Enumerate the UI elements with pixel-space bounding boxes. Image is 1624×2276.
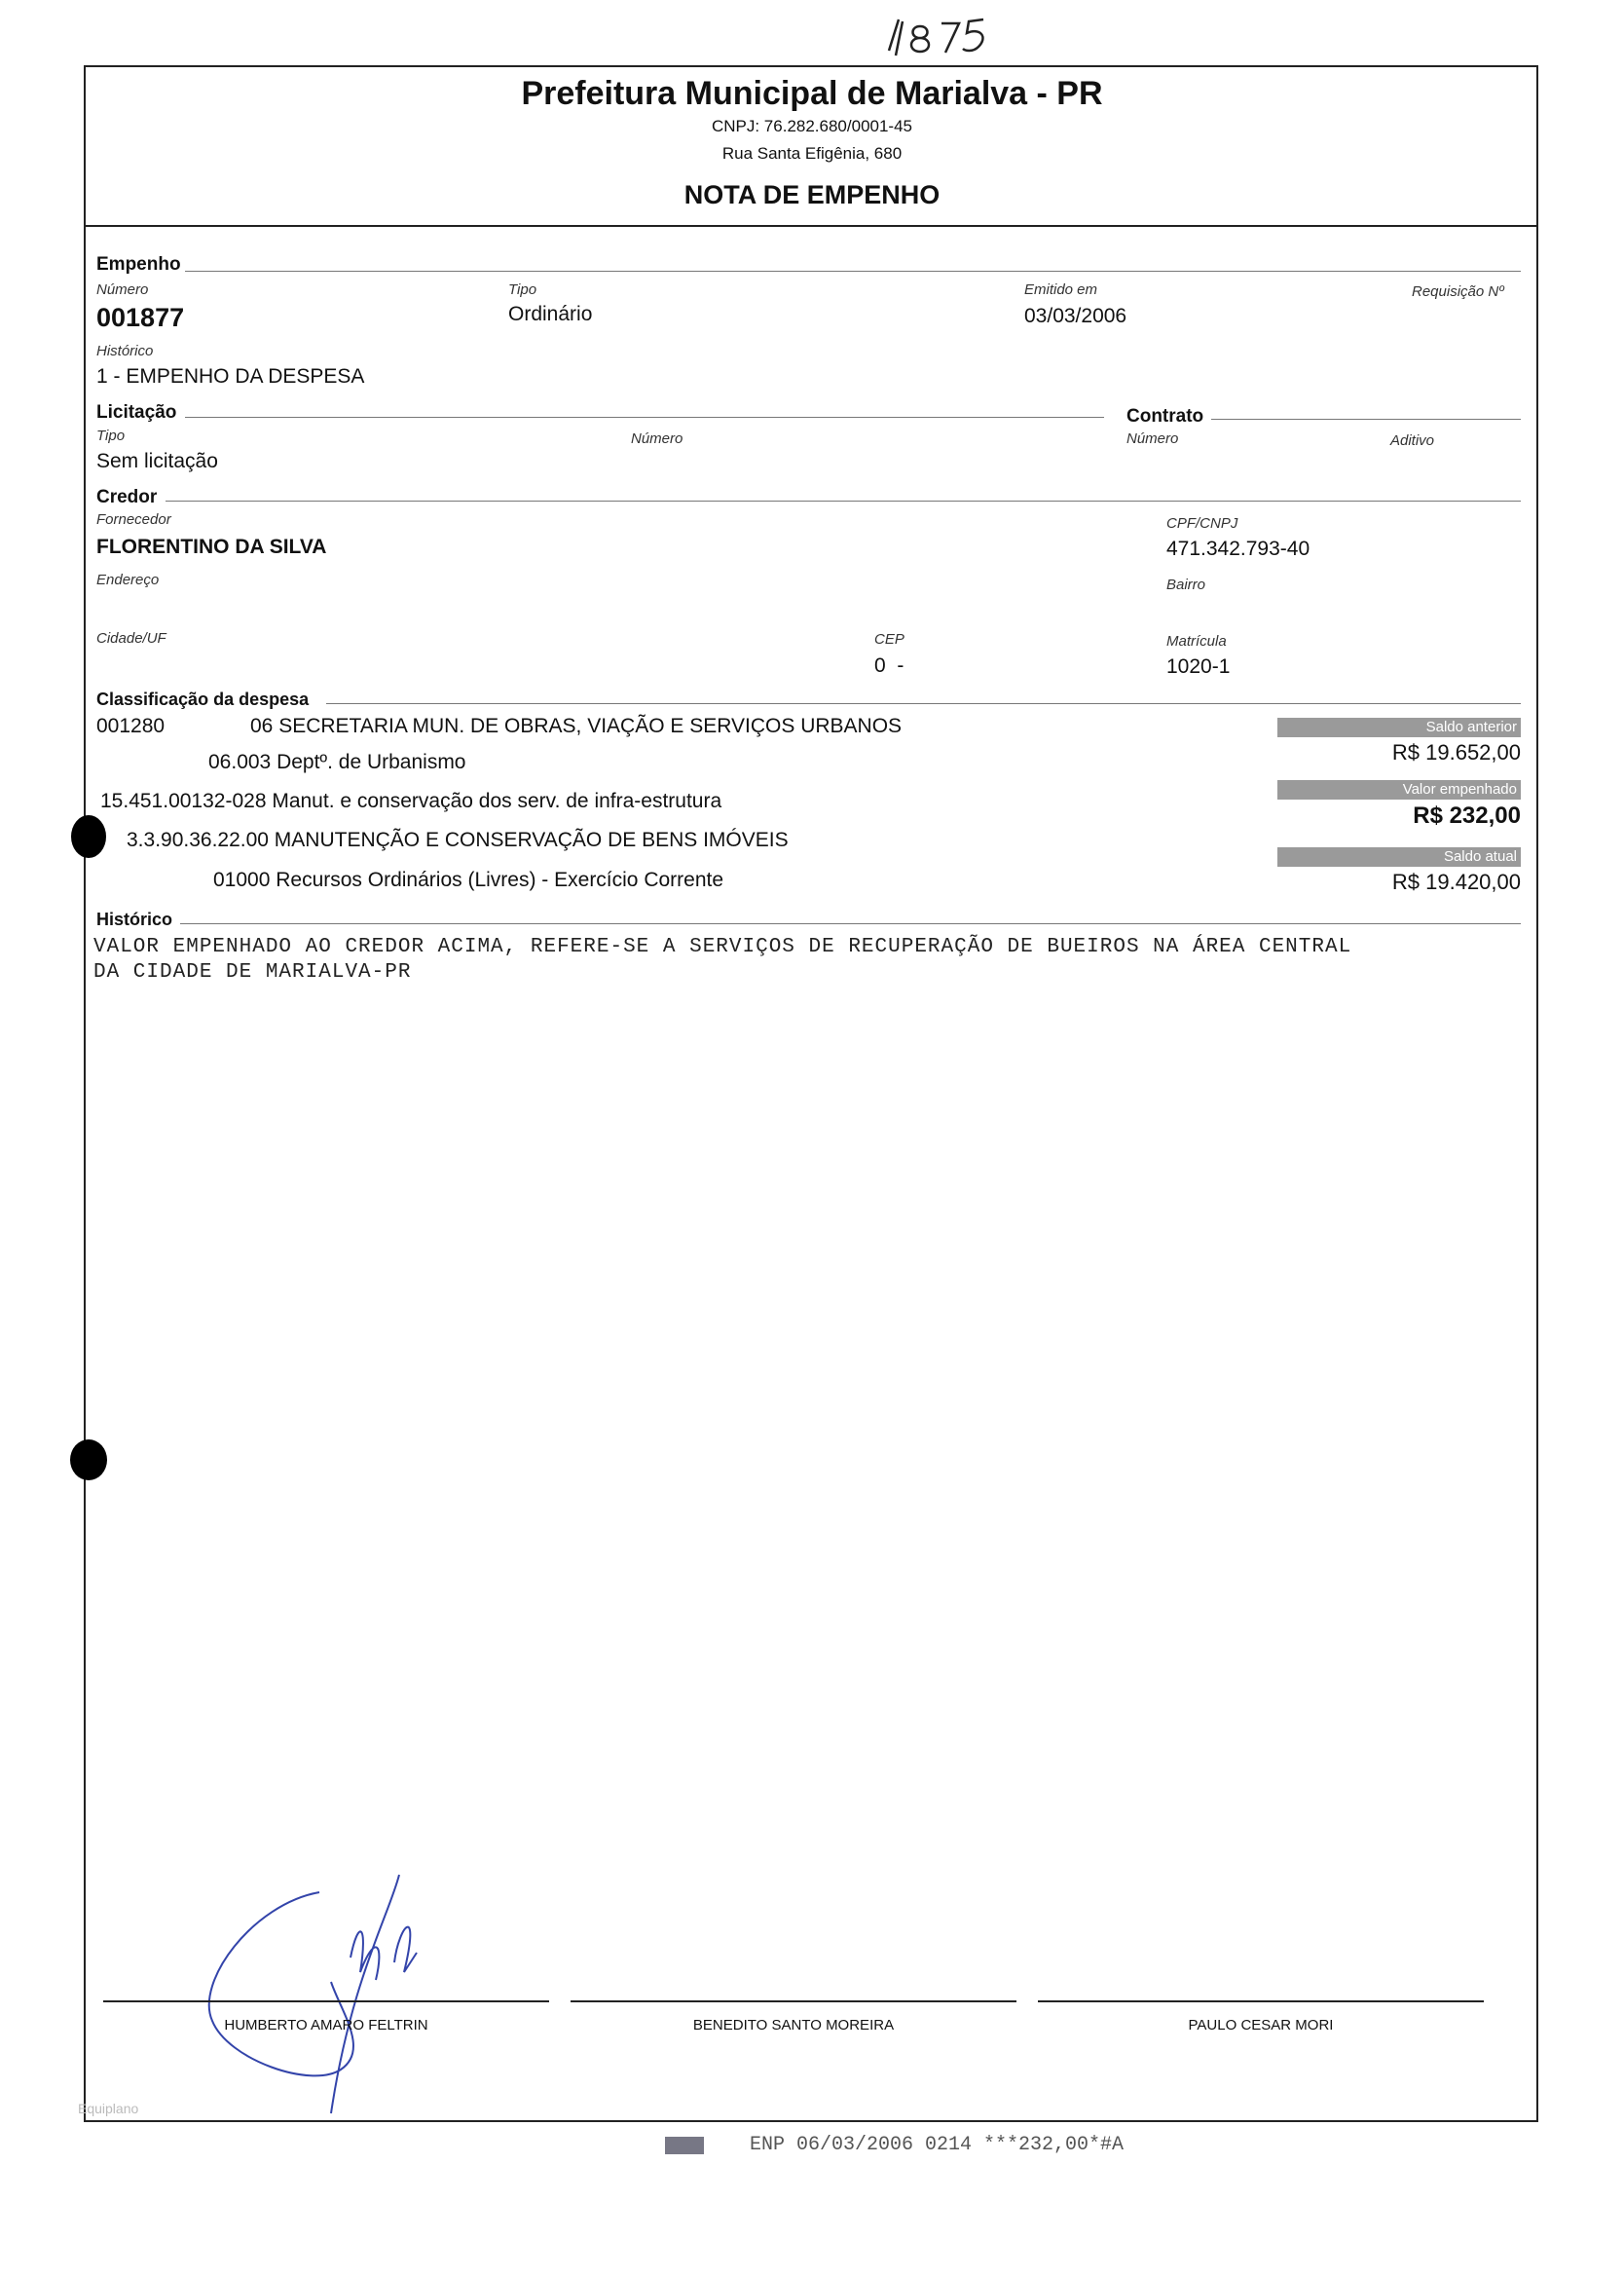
fornecedor-name: FLORENTINO DA SILVA bbox=[96, 536, 327, 558]
cpf-value: 471.342.793-40 bbox=[1166, 538, 1310, 560]
saldo-anterior-value: R$ 19.652,00 bbox=[1391, 740, 1521, 765]
cep-label: CEP bbox=[874, 631, 904, 648]
saldo-atual-label: Saldo atual bbox=[1277, 847, 1521, 867]
software-watermark: Equiplano bbox=[78, 2101, 139, 2116]
secretaria: 06 SECRETARIA MUN. DE OBRAS, VIAÇÃO E SERVIÇOS URBANOS bbox=[250, 715, 903, 737]
emitido-date: 03/03/2006 bbox=[1024, 305, 1127, 327]
aditivo-label: Aditivo bbox=[1390, 432, 1435, 449]
licitacao-tipo: Sem licitação bbox=[96, 450, 218, 472]
licitacao-tipo-label: Tipo bbox=[96, 428, 126, 444]
programa: 15.451.00132-028 Manut. e conservação dos serv. de infra-estrutura bbox=[100, 790, 722, 812]
emitido-label: Emitido em bbox=[1024, 281, 1098, 298]
section-classificacao: Classificação da despesa bbox=[96, 690, 310, 709]
signature-name-1: HUMBERTO AMARO FELTRIN bbox=[224, 2017, 428, 2033]
matricula-label: Matrícula bbox=[1166, 633, 1227, 650]
cnpj: CNPJ: 76.282.680/0001-45 bbox=[711, 117, 913, 135]
valor-empenhado-label: Valor empenhado bbox=[1277, 780, 1521, 800]
historico-line-1: VALOR EMPENHADO AO CREDOR ACIMA, REFERE-SE A SERVIÇOS DE RECUPERAÇÃO DE BUEIROS NA ÁREA CENTRAL bbox=[93, 936, 1352, 958]
empenho-numero: 001877 bbox=[96, 303, 185, 332]
empenho-tipo: Ordinário bbox=[508, 303, 593, 325]
section-rule bbox=[1211, 419, 1521, 420]
historico-line-2: DA CIDADE DE MARIALVA-PR bbox=[93, 961, 412, 984]
bank-logo bbox=[665, 2137, 704, 2154]
signature-name-3: PAULO CESAR MORI bbox=[1188, 2017, 1334, 2033]
contrato-numero-label: Número bbox=[1126, 430, 1179, 447]
section-historico: Histórico bbox=[96, 910, 173, 929]
header-divider bbox=[84, 225, 1536, 227]
section-rule bbox=[185, 417, 1104, 418]
signature-line bbox=[571, 2000, 1016, 2002]
signature-line bbox=[103, 2000, 549, 2002]
endereco-label: Endereço bbox=[96, 572, 160, 588]
departamento: 06.003 Deptº. de Urbanismo bbox=[208, 751, 466, 773]
handwritten-signature bbox=[195, 1865, 487, 2118]
classificacao-code: 001280 bbox=[96, 715, 166, 737]
requisicao-label: Requisição Nº bbox=[1412, 283, 1504, 300]
bank-stamp: ENP 06/03/2006 0214 ***232,00*#A bbox=[750, 2134, 1125, 2156]
cidade-label: Cidade/UF bbox=[96, 630, 166, 647]
handwritten-page-number bbox=[881, 12, 1008, 70]
cep-value: 0 - bbox=[874, 654, 904, 677]
fornecedor-label: Fornecedor bbox=[96, 511, 171, 528]
matricula-value: 1020-1 bbox=[1166, 655, 1231, 678]
bairro-label: Bairro bbox=[1166, 577, 1206, 593]
cpf-label: CPF/CNPJ bbox=[1166, 515, 1238, 532]
section-credor: Credor bbox=[96, 487, 158, 507]
section-empenho: Empenho bbox=[96, 254, 181, 275]
saldo-anterior-label: Saldo anterior bbox=[1277, 718, 1521, 737]
document-title: NOTA DE EMPENHO bbox=[683, 180, 941, 209]
historico-label: Histórico bbox=[96, 343, 154, 359]
signature-name-2: BENEDITO SANTO MOREIRA bbox=[692, 2017, 895, 2033]
saldo-atual-value: R$ 19.420,00 bbox=[1391, 870, 1521, 894]
valor-empenhado-value: R$ 232,00 bbox=[1413, 802, 1521, 829]
section-rule bbox=[185, 271, 1521, 272]
section-rule bbox=[180, 923, 1521, 924]
numero-label: Número bbox=[96, 281, 149, 298]
recurso: 01000 Recursos Ordinários (Livres) - Exercício Corrente bbox=[213, 869, 724, 891]
punch-hole bbox=[71, 815, 106, 858]
section-rule bbox=[166, 501, 1521, 502]
licitacao-numero-label: Número bbox=[631, 430, 683, 447]
section-licitacao: Licitação bbox=[96, 402, 177, 423]
municipality-name: Prefeitura Municipal de Marialva - PR bbox=[521, 75, 1103, 112]
section-contrato: Contrato bbox=[1126, 406, 1204, 427]
signature-line bbox=[1038, 2000, 1484, 2002]
punch-hole bbox=[70, 1439, 107, 1480]
empenho-historico: 1 - EMPENHO DA DESPESA bbox=[96, 365, 365, 388]
address: Rua Santa Efigênia, 680 bbox=[721, 144, 903, 163]
tipo-label: Tipo bbox=[508, 281, 537, 298]
elemento-despesa: 3.3.90.36.22.00 MANUTENÇÃO E CONSERVAÇÃO DE BENS IMÓVEIS bbox=[127, 829, 789, 851]
section-rule bbox=[326, 703, 1521, 704]
